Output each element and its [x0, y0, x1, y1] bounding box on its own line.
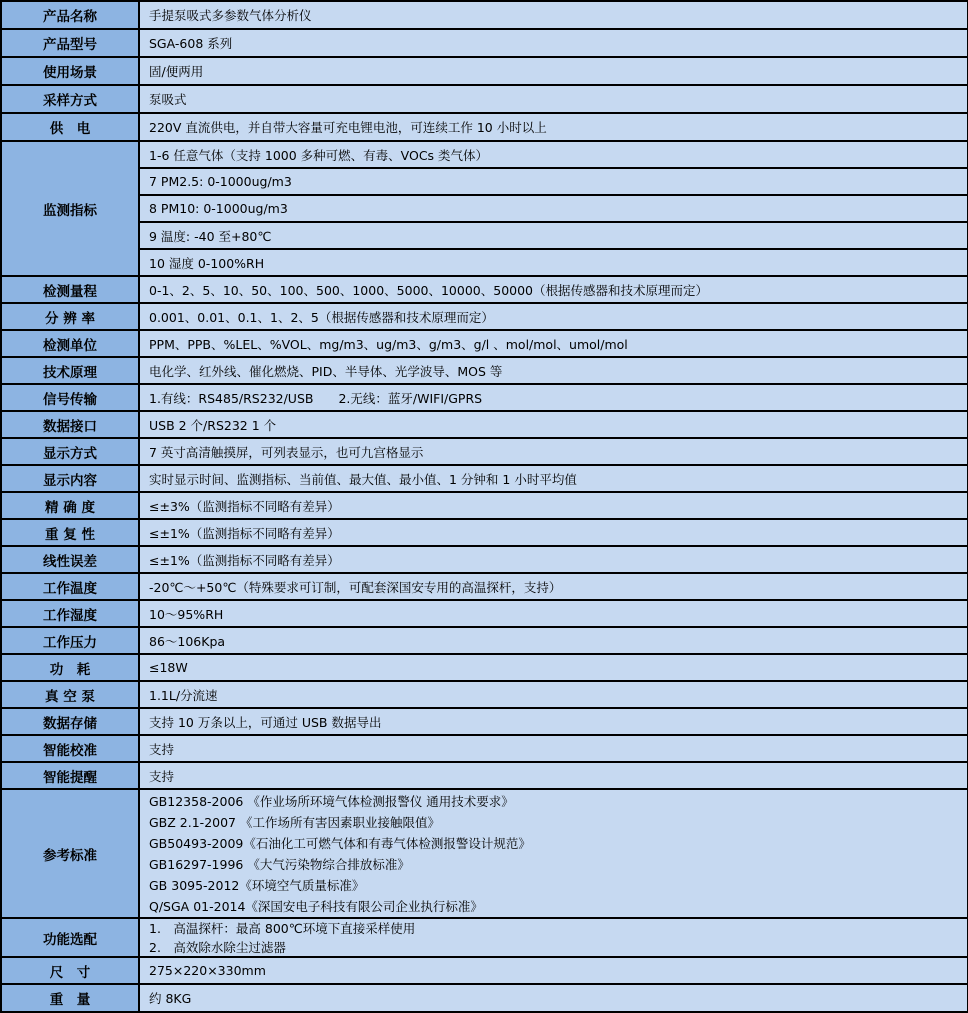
reference-standard-item: GB12358-2006 《作业场所环境气体检测报警仪 通用技术要求》 [149, 793, 514, 809]
row-linearity-error [2, 547, 967, 574]
optional-feature-item: 1. 高温探杆：最高 800℃环境下直接采样使用 [149, 920, 416, 936]
row-value: -20℃～+50℃（特殊要求可订制，可配套深国安专用的高温探杆，支持） [140, 574, 967, 599]
row-label: 技术原理 [2, 358, 140, 383]
row-data-storage [2, 709, 967, 736]
row-optional-features [2, 919, 967, 958]
row-value: USB 2 个/RS232 1 个 [140, 412, 967, 437]
row-usage-scenario [2, 58, 967, 86]
row-label: 重 复 性 [2, 520, 140, 545]
row-label: 真 空 泵 [2, 682, 140, 707]
row-value: 1.有线：RS485/RS232/USB 2.无线：蓝牙/WIFI/GPRS [140, 385, 967, 410]
row-label: 重 量 [2, 985, 140, 1011]
row-label: 智能提醒 [2, 763, 140, 788]
row-label: 智能校准 [2, 736, 140, 761]
monitoring-indicator-item: 8 PM10: 0-1000ug/m3 [140, 196, 967, 223]
row-label: 监测指标 [2, 142, 140, 275]
row-value: 7 英寸高清触摸屏，可列表显示，也可九宫格显示 [140, 439, 967, 464]
row-value: 泵吸式 [140, 86, 967, 112]
row-label: 产品型号 [2, 30, 140, 56]
row-label: 信号传输 [2, 385, 140, 410]
row-label: 参考标准 [2, 790, 140, 917]
row-label: 检测单位 [2, 331, 140, 356]
row-label: 数据接口 [2, 412, 140, 437]
row-value: ≤±1%（监测指标不同略有差异） [140, 547, 967, 572]
reference-standard-item: GB16297-1996 《大气污染物综合排放标准》 [149, 856, 410, 872]
row-value: 支持 [140, 763, 967, 788]
row-accuracy [2, 493, 967, 520]
row-value: 手提泵吸式多参数气体分析仪 [140, 2, 967, 28]
row-value: 电化学、红外线、催化燃烧、PID、半导体、光学波导、MOS 等 [140, 358, 967, 383]
row-label: 工作温度 [2, 574, 140, 599]
row-value: PPM、PPB、%LEL、%VOL、mg/m3、ug/m3、g/m3、g/l 、mol/mol、umol/mol [140, 331, 967, 356]
row-reference-standards [2, 790, 967, 919]
monitoring-indicator-item: 7 PM2.5: 0-1000ug/m3 [140, 169, 967, 196]
row-value: 86～106Kpa [140, 628, 967, 653]
row-value: 0-1、2、5、10、50、100、500、1000、5000、10000、50000（根据传感器和技术原理而定） [140, 277, 967, 302]
row-label: 功 耗 [2, 655, 140, 680]
row-label: 显示方式 [2, 439, 140, 464]
reference-standard-list [140, 790, 967, 917]
row-value: 220V 直流供电，并自带大容量可充电锂电池，可连续工作 10 小时以上 [140, 114, 967, 140]
row-label: 供 电 [2, 114, 140, 140]
row-detection-units [2, 331, 967, 358]
row-value: 实时显示时间、监测指标、当前值、最大值、最小值、1 分钟和 1 小时平均值 [140, 466, 967, 491]
row-display-mode [2, 439, 967, 466]
row-value: 10～95%RH [140, 601, 967, 626]
row-dimensions [2, 958, 967, 985]
row-resolution [2, 304, 967, 331]
row-label: 产品名称 [2, 2, 140, 28]
row-smart-reminder [2, 763, 967, 790]
row-power-supply [2, 114, 967, 142]
row-value: ≤±1%（监测指标不同略有差异） [140, 520, 967, 545]
row-label: 工作湿度 [2, 601, 140, 626]
row-value: 固/便两用 [140, 58, 967, 84]
row-value: SGA-608 系列 [140, 30, 967, 56]
row-data-interface [2, 412, 967, 439]
reference-standard-item: GB50493-2009《石油化工可燃气体和有毒气体检测报警设计规范》 [149, 835, 531, 851]
row-label: 显示内容 [2, 466, 140, 491]
reference-standard-item: GB 3095-2012《环境空气质量标准》 [149, 877, 365, 893]
row-label: 精 确 度 [2, 493, 140, 518]
row-value: 支持 10 万条以上，可通过 USB 数据导出 [140, 709, 967, 734]
row-working-pressure [2, 628, 967, 655]
reference-standard-item: GBZ 2.1-2007 《工作场所有害因素职业接触限值》 [149, 814, 440, 830]
row-display-content [2, 466, 967, 493]
row-value: 约 8KG [140, 985, 967, 1011]
row-detection-range [2, 277, 967, 304]
row-value: 1.1L/分流速 [140, 682, 967, 707]
row-weight [2, 985, 967, 1013]
monitoring-indicator-item: 9 温度: -40 至+80℃ [140, 223, 967, 250]
row-label: 分 辨 率 [2, 304, 140, 329]
row-value: 支持 [140, 736, 967, 761]
row-technical-principle [2, 358, 967, 385]
monitoring-indicator-list [140, 142, 967, 275]
row-smart-calibration [2, 736, 967, 763]
row-label: 使用场景 [2, 58, 140, 84]
row-working-humidity [2, 601, 967, 628]
row-label: 功能选配 [2, 919, 140, 956]
row-product-model [2, 30, 967, 58]
optional-feature-list [140, 919, 967, 956]
row-label: 尺 寸 [2, 958, 140, 983]
row-power-consumption [2, 655, 967, 682]
row-label: 工作压力 [2, 628, 140, 653]
row-label: 线性误差 [2, 547, 140, 572]
row-value: ≤18W [140, 655, 967, 680]
row-monitoring-indicators [2, 142, 967, 277]
row-signal-transmission [2, 385, 967, 412]
row-label: 数据存储 [2, 709, 140, 734]
row-working-temperature [2, 574, 967, 601]
monitoring-indicator-item: 10 湿度 0-100%RH [149, 255, 265, 271]
monitoring-indicator-item: 1-6 任意气体（支持 1000 多种可燃、有毒、VOCs 类气体） [140, 142, 967, 169]
row-value: 275×220×330mm [140, 958, 967, 983]
row-label: 检测量程 [2, 277, 140, 302]
row-vacuum-pump [2, 682, 967, 709]
row-repeatability [2, 520, 967, 547]
optional-feature-item: 2. 高效除水除尘过滤器 [149, 939, 286, 955]
row-label: 采样方式 [2, 86, 140, 112]
row-value: ≤±3%（监测指标不同略有差异） [140, 493, 967, 518]
row-product-name [2, 2, 967, 30]
reference-standard-item: Q/SGA 01-2014《深国安电子科技有限公司企业执行标准》 [149, 898, 483, 914]
row-value: 0.001、0.01、0.1、1、2、5（根据传感器和技术原理而定） [140, 304, 967, 329]
row-sampling-method [2, 86, 967, 114]
